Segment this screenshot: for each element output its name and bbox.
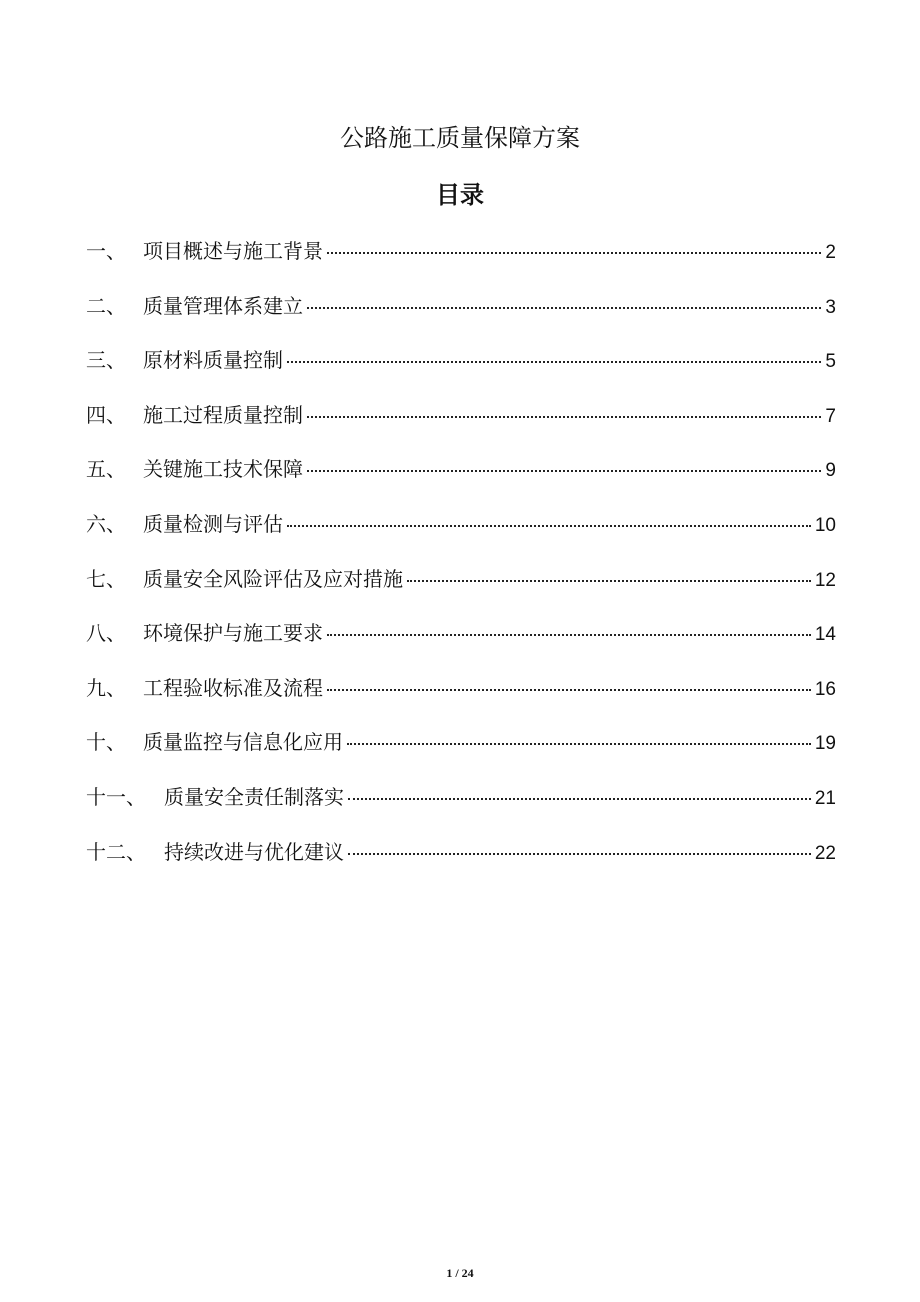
toc-entry-7[interactable] — [86, 561, 836, 616]
toc-dot-leader — [327, 252, 821, 254]
toc-entry-number: 九、 — [86, 675, 126, 700]
toc-entry-page: 9 — [825, 460, 836, 482]
toc-entry-5[interactable] — [86, 451, 836, 506]
page-number-indicator: 1 / 24 — [446, 1266, 474, 1280]
toc-entry-title: 环境保护与施工要求 — [143, 621, 323, 646]
toc-entry-page: 7 — [825, 405, 836, 427]
toc-dot-leader — [327, 634, 811, 636]
toc-entry-9[interactable] — [86, 670, 836, 725]
toc-entry-number: 五、 — [86, 457, 126, 482]
toc-entry-title: 质量安全责任制落实 — [164, 784, 344, 809]
toc-entry-12[interactable] — [86, 834, 836, 889]
toc-entry-number: 八、 — [86, 621, 126, 646]
toc-entry-number: 十、 — [86, 730, 126, 755]
toc-dot-leader — [348, 853, 811, 855]
toc-entry-title: 工程验收标准及流程 — [143, 675, 323, 700]
toc-entry-title: 质量监控与信息化应用 — [143, 730, 343, 755]
toc-entry-number: 一、 — [86, 239, 126, 263]
toc-entry-title: 质量管理体系建立 — [143, 293, 303, 318]
toc-dot-leader — [348, 798, 811, 800]
toc-entry-title: 持续改进与优化建议 — [164, 839, 344, 864]
toc-heading: 目录 — [436, 181, 484, 209]
toc-entry-page: 21 — [814, 787, 836, 809]
toc-entry-page: 2 — [825, 242, 836, 263]
toc-entry-page: 19 — [814, 733, 836, 755]
toc-entry-number: 六、 — [86, 511, 126, 536]
toc-dot-leader — [327, 689, 811, 691]
toc-entry-10[interactable] — [86, 724, 836, 779]
toc-entry-8[interactable] — [86, 615, 836, 670]
toc-entry-page: 14 — [814, 624, 836, 646]
toc-dot-leader — [407, 580, 811, 582]
toc-dot-leader — [307, 416, 821, 418]
toc-dot-leader — [287, 361, 821, 363]
toc-entry-page: 3 — [825, 296, 836, 318]
toc-entry-title: 质量安全风险评估及应对措施 — [143, 566, 403, 591]
toc-entry-number: 二、 — [86, 293, 126, 318]
toc-entry-page: 10 — [814, 514, 836, 536]
toc-entry-title: 原材料质量控制 — [143, 348, 283, 373]
toc-entry-number: 七、 — [86, 566, 126, 591]
toc-entry-title: 项目概述与施工背景 — [143, 239, 323, 263]
toc-entry-page: 5 — [825, 351, 836, 373]
toc-entry-number: 三、 — [86, 348, 126, 373]
toc-dot-leader — [307, 307, 821, 309]
toc-entry-number: 十二、 — [86, 839, 146, 864]
toc-entry-title: 施工过程质量控制 — [143, 402, 303, 427]
toc-entry-title: 质量检测与评估 — [143, 511, 283, 536]
toc-entry-number: 十一、 — [86, 784, 146, 809]
toc-entry-page: 16 — [814, 678, 836, 700]
toc-entry-1[interactable] — [86, 233, 836, 288]
toc-entry-6[interactable] — [86, 506, 836, 561]
toc-entry-page: 12 — [814, 569, 836, 591]
toc-entry-title: 关键施工技术保障 — [143, 457, 303, 482]
toc-dot-leader — [287, 525, 811, 527]
toc-entry-page: 22 — [814, 842, 836, 864]
table-of-contents — [86, 233, 836, 888]
toc-entry-3[interactable] — [86, 342, 836, 397]
document-title: 公路施工质量保障方案 — [340, 124, 580, 152]
toc-entry-number: 四、 — [86, 402, 126, 427]
toc-dot-leader — [307, 470, 821, 472]
toc-entry-4[interactable] — [86, 397, 836, 452]
toc-entry-2[interactable] — [86, 288, 836, 343]
toc-dot-leader — [347, 743, 811, 745]
toc-entry-11[interactable] — [86, 779, 836, 834]
